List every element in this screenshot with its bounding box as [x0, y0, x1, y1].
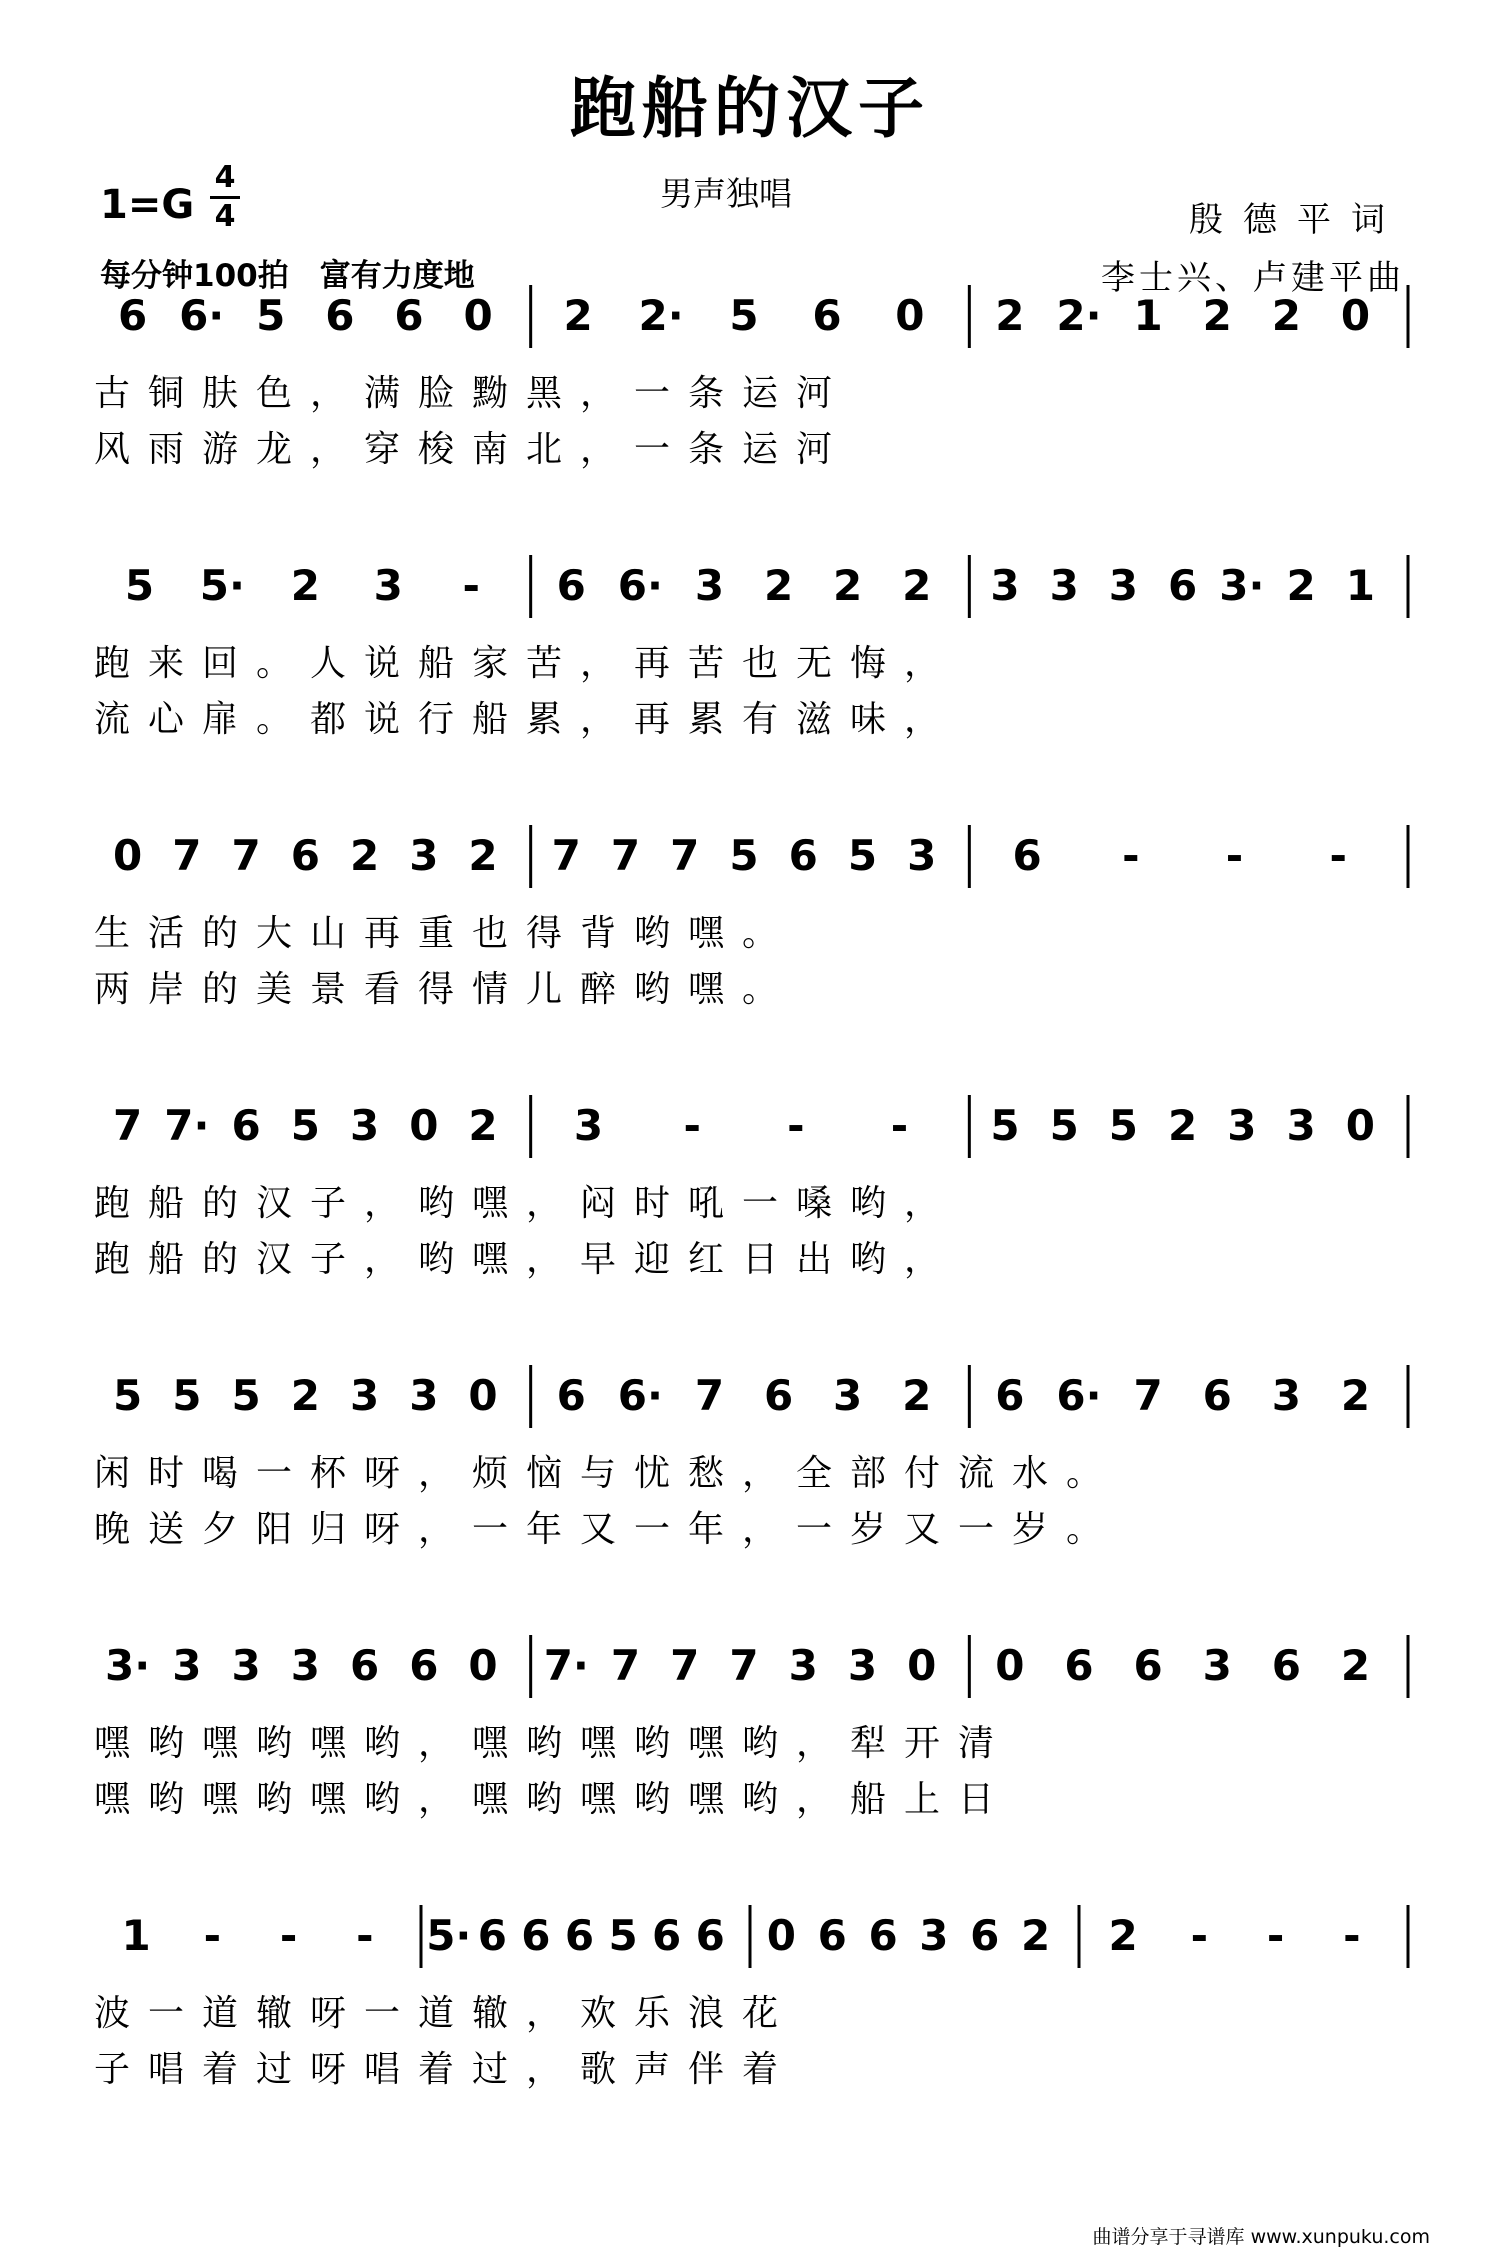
- note: -: [683, 1101, 701, 1150]
- lyricist-credit: 殷德平词: [1189, 200, 1405, 240]
- lyric-line: 生活的大山再重也得背哟嘿。: [94, 913, 797, 954]
- note: 5: [231, 1371, 261, 1420]
- note: 3: [907, 831, 937, 880]
- note: 5: [172, 1371, 202, 1420]
- note: 6: [556, 561, 586, 610]
- note: 6: [564, 1911, 595, 1960]
- lyric-line: 跑来回。人说船家苦，再苦也无悔，: [94, 643, 959, 684]
- note: -: [1190, 1911, 1209, 1960]
- note: 0: [463, 291, 493, 340]
- note: 2: [1340, 1641, 1371, 1690]
- note: 3: [990, 561, 1020, 610]
- note: 2: [290, 561, 320, 610]
- time-signature-top: 4: [214, 160, 236, 195]
- note: 5: [290, 1101, 320, 1150]
- note: 3: [1202, 1641, 1232, 1690]
- lyric-line: 风雨游龙，穿梭南北，一条运河: [94, 429, 851, 470]
- note: 7: [694, 1371, 725, 1420]
- note: 6: [1064, 1641, 1094, 1690]
- note: -: [1343, 1911, 1361, 1960]
- note: 2: [468, 1101, 498, 1150]
- note: 6: [325, 291, 355, 340]
- note: 2: [833, 561, 863, 610]
- note: 3: [1108, 561, 1139, 610]
- note: 6: [231, 1101, 261, 1150]
- note: -: [203, 1911, 222, 1960]
- note: 5: [729, 831, 759, 880]
- note: 2: [902, 1371, 932, 1420]
- note: 6: [394, 291, 424, 340]
- note: 0: [907, 1641, 937, 1690]
- note: 5: [113, 1371, 143, 1420]
- note: -: [1122, 831, 1140, 880]
- note: 3: [1286, 1101, 1316, 1150]
- note: 3: [349, 1371, 380, 1420]
- note: 2: [1271, 291, 1301, 340]
- note: 3: [1227, 1101, 1257, 1150]
- lyric-line: 嘿哟嘿哟嘿哟，嘿哟嘿哟嘿哟，船上日: [94, 1779, 1013, 1820]
- note: 3: [349, 1101, 380, 1150]
- note: 3: [573, 1101, 604, 1150]
- note: 3: [409, 1371, 439, 1420]
- note: -: [1329, 831, 1347, 880]
- note: 5: [729, 291, 759, 340]
- note: 0: [1345, 1101, 1375, 1150]
- footer-watermark: 曲谱分享于寻谱库 www.xunpuku.com: [1092, 2226, 1430, 2248]
- lyric-line: 嘿哟嘿哟嘿哟，嘿哟嘿哟嘿哟，犁开清: [94, 1723, 1013, 1764]
- note: 6: [349, 1641, 380, 1690]
- note: 2: [995, 291, 1025, 340]
- note: 2·: [1056, 291, 1102, 340]
- note: 2: [1168, 1101, 1198, 1150]
- note: 6: [521, 1911, 551, 1960]
- note: 0: [1340, 291, 1371, 340]
- note: 6: [556, 1371, 586, 1420]
- note: 3: [847, 1641, 878, 1690]
- note: 3: [231, 1641, 261, 1690]
- note: -: [1225, 831, 1244, 880]
- note: 7: [670, 831, 700, 880]
- lyric-line: 两岸的美景看得情儿醉哟嘿。: [94, 969, 797, 1010]
- key-signature: 1=G: [100, 182, 195, 228]
- lyric-line: 流心扉。都说行船累，再累有滋味，: [94, 699, 959, 740]
- note: 3: [373, 561, 403, 610]
- note: 6: [1202, 1371, 1232, 1420]
- note: 6: [868, 1911, 898, 1960]
- lyric-line: 波一道辙呀一道辙，欢乐浪花: [94, 1993, 797, 2034]
- note: 0: [766, 1911, 797, 1960]
- note: 2: [1108, 1911, 1138, 1960]
- note: 7·: [164, 1101, 210, 1150]
- note: 3: [833, 1371, 863, 1420]
- note: 5: [124, 561, 155, 610]
- note: 6·: [179, 291, 225, 340]
- note: 0: [468, 1371, 498, 1420]
- note: 7: [113, 1101, 143, 1150]
- note: 2: [1202, 291, 1232, 340]
- note: 7: [1133, 1371, 1163, 1420]
- note: 6: [695, 1911, 725, 1960]
- note: 3: [409, 831, 439, 880]
- note: 6: [117, 291, 148, 340]
- note: 6: [290, 831, 320, 880]
- note: 6: [1168, 561, 1198, 610]
- note: 2: [1020, 1911, 1051, 1960]
- note: 6: [763, 1371, 794, 1420]
- note: 6: [1271, 1641, 1301, 1690]
- note: 7·: [543, 1641, 589, 1690]
- note: 5·: [426, 1911, 472, 1960]
- note: 6·: [617, 1371, 663, 1420]
- note: 7: [610, 831, 641, 880]
- note: -: [890, 1101, 909, 1150]
- note: 3: [694, 561, 725, 610]
- note: 7: [610, 1641, 641, 1690]
- page-title: 跑船的汉子: [570, 69, 930, 147]
- note: 5: [1108, 1101, 1139, 1150]
- lyric-line: 子唱着过呀唱着过，歌声伴着: [94, 2049, 797, 2090]
- note: 0: [468, 1641, 498, 1690]
- lyric-line: 跑船的汉子，哟嘿，闷时吼一嗓哟，: [94, 1183, 959, 1224]
- lyric-line: 古铜肤色，满脸黝黑，一条运河: [94, 373, 851, 414]
- note: 3·: [105, 1641, 151, 1690]
- note: 3: [172, 1641, 202, 1690]
- note: 0: [113, 831, 143, 880]
- note: 3·: [1219, 561, 1265, 610]
- note: 2: [902, 561, 932, 610]
- note: 2·: [638, 291, 684, 340]
- note: 5: [256, 291, 286, 340]
- lyric-line: 跑船的汉子，哟嘿，早迎红日出哟，: [94, 1239, 959, 1280]
- note: -: [787, 1101, 805, 1150]
- lyric-line: 闲时喝一杯呀，烦恼与忧愁，全部付流水。: [94, 1453, 1121, 1494]
- note: 7: [231, 831, 261, 880]
- note: 3: [919, 1911, 949, 1960]
- note: 7: [172, 831, 202, 880]
- lyric-line: 晚送夕阳归呀，一年又一年，一岁又一岁。: [94, 1509, 1121, 1550]
- composer-credit: 李士兴、卢建平曲: [1101, 258, 1405, 298]
- note: 2: [290, 1371, 320, 1420]
- note: 6: [817, 1911, 847, 1960]
- note: 3: [1049, 561, 1079, 610]
- note: 1: [121, 1911, 151, 1960]
- time-signature-bottom: 4: [210, 196, 240, 235]
- note: 6·: [1056, 1371, 1102, 1420]
- note: 6: [970, 1911, 1000, 1960]
- note: 2: [349, 831, 380, 880]
- note: -: [1266, 1911, 1285, 1960]
- note: 7: [729, 1641, 759, 1690]
- note: -: [356, 1911, 374, 1960]
- note: 2: [1286, 561, 1316, 610]
- note: 6: [995, 1371, 1025, 1420]
- note: 0: [409, 1101, 439, 1150]
- note: 6: [477, 1911, 507, 1960]
- note: 6: [409, 1641, 439, 1690]
- note: 7: [670, 1641, 700, 1690]
- note: 2: [763, 561, 794, 610]
- note: 6: [1133, 1641, 1163, 1690]
- note: 5·: [199, 561, 245, 610]
- note: 2: [563, 291, 593, 340]
- note: 3: [1271, 1371, 1301, 1420]
- voice-type: 男声独唱: [660, 174, 792, 213]
- note: 5: [847, 831, 878, 880]
- note: 6·: [617, 561, 663, 610]
- note: -: [279, 1911, 298, 1960]
- note: -: [462, 561, 480, 610]
- note: 1: [1133, 291, 1163, 340]
- note: 5: [990, 1101, 1020, 1150]
- note: 6: [788, 831, 818, 880]
- tempo-marking: 每分钟100拍 富有力度地: [100, 258, 475, 294]
- note: 2: [1340, 1371, 1371, 1420]
- note: 0: [995, 1641, 1025, 1690]
- note: 6: [1012, 831, 1042, 880]
- note: 1: [1345, 561, 1375, 610]
- note: 2: [468, 831, 498, 880]
- note: 0: [895, 291, 925, 340]
- note: 7: [551, 831, 581, 880]
- note: 3: [788, 1641, 818, 1690]
- note: 5: [1049, 1101, 1079, 1150]
- note: 6: [652, 1911, 682, 1960]
- note: 5: [608, 1911, 638, 1960]
- note: 6: [812, 291, 842, 340]
- note: 3: [290, 1641, 320, 1690]
